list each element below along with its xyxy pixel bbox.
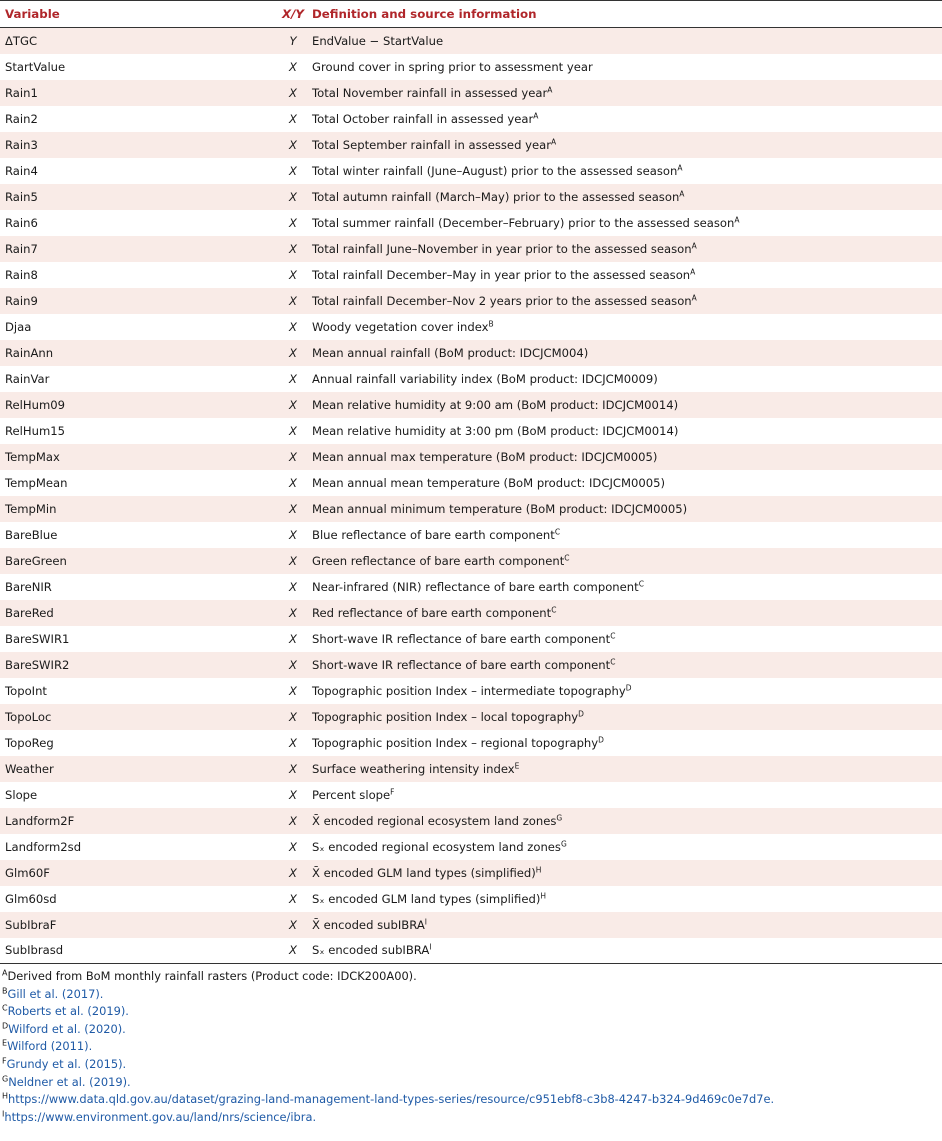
footnote-symbol: G: [2, 1074, 9, 1084]
footnote-marker: I: [424, 917, 427, 926]
footnote-link[interactable]: Grundy et al. (2015).: [6, 1056, 127, 1071]
table-header-row: [0, 1, 942, 28]
xy-cell: X: [289, 371, 297, 386]
footnote-symbol: H: [2, 1091, 9, 1101]
footnote-marker: A: [691, 293, 697, 302]
definition-text: Annual rainfall variability index (BoM product: IDCJCM0009): [312, 371, 658, 386]
definition-cell: [308, 574, 942, 600]
variable-cell: TempMean: [5, 475, 68, 490]
footnote-marker: A: [550, 137, 557, 146]
footnote-link[interactable]: Neldner et al. (2019).: [8, 1074, 131, 1089]
xy-cell: X: [278, 496, 308, 522]
xy-cell: X: [289, 527, 297, 542]
footnote-text: Derived from BoM monthly rainfall rasters (Product code: IDCK200A00).: [7, 969, 417, 983]
variable-cell: Rain1: [0, 80, 278, 106]
table-row: [0, 678, 942, 704]
definition-text: Surface weathering intensity index: [312, 761, 515, 776]
xy-cell: X: [278, 652, 308, 678]
variable-cell: TopoReg: [5, 735, 54, 750]
table-row: [0, 860, 942, 886]
definition-text: X̄ encoded GLM land types (simplified): [312, 865, 536, 880]
variable-cell: Rain9: [0, 288, 278, 314]
variable-cell: BareGreen: [0, 548, 278, 574]
variable-cell: TopoLoc: [0, 704, 278, 730]
footnote-marker: C: [551, 605, 557, 614]
definition-cell: [308, 470, 942, 496]
footnote-link[interactable]: https://www.environment.gov.au/land/nrs/science/ibra.: [4, 1109, 317, 1124]
definition-cell: [308, 236, 942, 262]
xy-cell: X: [278, 392, 308, 418]
definition-text: Topographic position Index – intermediate topography: [312, 683, 626, 698]
table-row: [0, 834, 942, 860]
table-row: [0, 600, 942, 626]
variable-cell: BareBlue: [5, 527, 58, 542]
definition-text: Total November rainfall in assessed year: [312, 85, 548, 100]
xy-cell: X: [278, 704, 308, 730]
definition-cell: [308, 418, 942, 444]
definition-cell: [308, 158, 942, 184]
footnote-symbol: B: [2, 986, 8, 996]
xy-cell: X: [278, 184, 308, 210]
table-row: [0, 938, 942, 964]
footnote-marker: I: [429, 942, 432, 952]
footnote-symbol: A: [2, 968, 8, 978]
variable-cell: Rain7: [0, 236, 278, 262]
xy-cell: X: [278, 288, 308, 314]
definition-cell: [308, 808, 942, 834]
footnote-marker: A: [679, 189, 685, 198]
definition-cell: [308, 262, 942, 288]
definition-cell: [308, 522, 942, 548]
table-row: [0, 808, 942, 834]
table-row: [0, 80, 942, 106]
definition-text: Total rainfall December–Nov 2 years prior to the assessed season: [312, 293, 692, 308]
xy-cell: X: [278, 600, 308, 626]
xy-cell: X: [289, 631, 297, 646]
definition-text: Total rainfall June–November in year prior to the assessed season: [312, 241, 692, 256]
footnote-marker: C: [610, 657, 616, 666]
footnote-marker: A: [734, 215, 740, 224]
table-row: [0, 704, 942, 730]
variable-cell: Glm60sd: [5, 891, 57, 906]
table-row: [0, 158, 942, 184]
footnote-marker: C: [564, 553, 570, 562]
definition-text: Total winter rainfall (June–August) prior to the assessed season: [312, 163, 678, 178]
footnote-marker: F: [390, 787, 395, 796]
xy-cell: X: [289, 215, 297, 230]
table-row: [0, 340, 942, 366]
variable-cell: Rain5: [0, 184, 278, 210]
variable-cell: Landform2sd: [5, 839, 82, 854]
definition-cell: [308, 184, 942, 210]
footnote-symbol: C: [2, 1003, 8, 1013]
xy-cell: X: [278, 548, 308, 574]
definition-text: Mean relative humidity at 3:00 pm (BoM product: IDCJCM0014): [312, 423, 679, 438]
xy-cell: X: [278, 236, 308, 262]
definition-cell: [308, 860, 942, 886]
table-row: [0, 210, 942, 236]
xy-cell: X: [289, 787, 297, 802]
xy-cell: X: [289, 735, 297, 750]
xy-cell: X: [289, 423, 297, 438]
table-row: [0, 548, 942, 574]
table-row: [0, 496, 942, 522]
table-row: [0, 522, 942, 548]
variable-cell: Rain2: [5, 111, 38, 126]
definition-text: Sₓ encoded GLM land types (simplified): [312, 891, 541, 906]
footnote-marker: D: [578, 709, 584, 718]
footnote-marker: H: [540, 891, 546, 900]
xy-cell: X: [278, 808, 308, 834]
header-xy: X/Y: [278, 1, 308, 28]
footnote-marker: A: [691, 241, 697, 250]
definition-text: Blue reflectance of bare earth component: [312, 527, 555, 542]
footnote-marker: A: [690, 267, 696, 276]
variable-cell: BareSWIR2: [0, 652, 278, 678]
definition-cell: [308, 444, 942, 470]
definition-text: Mean annual minimum temperature (BoM product: IDCJCM0005): [312, 501, 688, 516]
footnote-marker: C: [610, 631, 616, 640]
footnote-marker: H: [535, 865, 542, 874]
definition-text: Short-wave IR reflectance of bare earth component: [312, 631, 611, 646]
xy-cell: X: [289, 891, 297, 906]
footnote-item[interactable]: [2, 1056, 942, 1074]
definition-text: Woody vegetation cover index: [312, 319, 489, 334]
variable-cell: TempMax: [0, 444, 278, 470]
variable-cell: Landform2F: [0, 808, 278, 834]
table-row: [0, 652, 942, 678]
definition-cell: [308, 938, 942, 964]
table-row: [0, 28, 942, 54]
variable-cell: RainVar: [5, 371, 50, 386]
xy-cell: X: [278, 80, 308, 106]
xy-cell: X: [278, 132, 308, 158]
variable-cell: BareNIR: [5, 579, 52, 594]
definition-cell: [308, 132, 942, 158]
xy-cell: X: [289, 59, 297, 74]
xy-cell: X: [278, 756, 308, 782]
definition-text: Green reflectance of bare earth component: [312, 553, 565, 568]
footnote-symbol: E: [2, 1038, 8, 1048]
variable-cell: Slope: [5, 787, 38, 802]
table-row: [0, 132, 942, 158]
definition-text: X̄ encoded subIBRA: [312, 917, 425, 932]
footnote-link[interactable]: Gill et al. (2017).: [7, 986, 104, 1001]
definition-text: Total September rainfall in assessed year: [312, 137, 551, 152]
variable-cell: StartValue: [5, 59, 66, 74]
footnote-item: [2, 968, 942, 986]
definition-text: Total October rainfall in assessed year: [312, 111, 534, 126]
xy-cell: X: [289, 319, 297, 334]
footnote-item[interactable]: [2, 1003, 942, 1021]
variable-cell: Djaa: [5, 319, 32, 334]
xy-cell: X: [278, 912, 308, 938]
definition-cell: [308, 886, 942, 912]
footnote-marker: C: [554, 527, 561, 536]
footnote-marker: G: [560, 839, 567, 848]
definition-cell: [308, 392, 942, 418]
variable-cell: TempMin: [0, 496, 278, 522]
table-row: [0, 626, 942, 652]
definition-cell: [308, 912, 942, 938]
variable-cell: RelHum15: [5, 423, 66, 438]
variable-cell: Rain8: [5, 267, 38, 282]
table-row: [0, 262, 942, 288]
footnote-item[interactable]: [2, 1038, 942, 1056]
definition-cell: [308, 548, 942, 574]
variable-cell: SubIbraF: [0, 912, 278, 938]
definition-text: Total autumn rainfall (March–May) prior to the assessed season: [312, 189, 680, 204]
xy-cell: X: [289, 839, 297, 854]
definition-cell: [308, 704, 942, 730]
definition-text: Mean relative humidity at 9:00 am (BoM product: IDCJCM0014): [312, 397, 679, 412]
table-row: [0, 886, 942, 912]
variable-cell: TopoInt: [5, 683, 47, 698]
footnote-link[interactable]: https://www.data.qld.gov.au/dataset/grazing-land-management-land-types-series/resource/c951ebf8-c3b8-4247-b324-9d469c0e7d7e.: [8, 1092, 775, 1107]
variable-cell: BareRed: [0, 600, 278, 626]
definition-text: Sₓ encoded regional ecosystem land zones: [312, 839, 561, 854]
footnote-item[interactable]: [2, 1091, 942, 1109]
variable-cell: Weather: [0, 756, 278, 782]
definition-text: Total summer rainfall (December–February) prior to the assessed season: [312, 215, 735, 230]
table-row: [0, 470, 942, 496]
xy-cell: X: [278, 444, 308, 470]
footnote-marker: C: [638, 579, 644, 588]
variable-cell: ΔTGC: [0, 28, 278, 54]
footnotes: [0, 964, 942, 1126]
definition-cell: [308, 834, 942, 860]
definition-text: Sₓ encoded subIBRA: [312, 943, 430, 958]
definition-text: EndValue − StartValue: [312, 33, 444, 48]
variable-cell: BareSWIR1: [5, 631, 70, 646]
definition-cell: [308, 496, 942, 522]
variable-cell: RainAnn: [0, 340, 278, 366]
header-variable: Variable: [0, 1, 278, 28]
table-row: [0, 782, 942, 808]
definition-text: Total rainfall December–May in year prior to the assessed season: [312, 267, 691, 282]
table-row: [0, 912, 942, 938]
footnote-link[interactable]: Wilford et al. (2020).: [8, 1021, 126, 1036]
table-row: [0, 574, 942, 600]
definition-text: X̄ encoded regional ecosystem land zones: [312, 813, 557, 828]
footnote-link[interactable]: Roberts et al. (2019).: [7, 1004, 129, 1019]
definition-cell: [308, 314, 942, 340]
xy-cell: X: [289, 475, 297, 490]
definition-text: Topographic position Index – regional topography: [312, 735, 599, 750]
definition-cell: [308, 210, 942, 236]
footnote-marker: B: [488, 319, 494, 328]
footnote-item[interactable]: [2, 986, 942, 1004]
definition-text: Mean annual mean temperature (BoM product: IDCJCM0005): [312, 475, 665, 490]
variable-cell: RelHum09: [0, 392, 278, 418]
definition-cell: [308, 54, 942, 80]
definition-text: Near-infrared (NIR) reflectance of bare earth component: [312, 579, 639, 594]
table-row: [0, 756, 942, 782]
xy-cell: X: [289, 267, 297, 282]
footnote-marker: G: [556, 813, 563, 822]
definition-cell: [308, 626, 942, 652]
definition-text: Mean annual max temperature (BoM product: IDCJCM0005): [312, 449, 658, 464]
footnote-marker: A: [547, 85, 553, 94]
definition-cell: [308, 288, 942, 314]
table-row: [0, 184, 942, 210]
variable-cell: Rain6: [5, 215, 38, 230]
definition-cell: [308, 28, 942, 54]
footnote-marker: E: [514, 761, 520, 770]
xy-cell: X: [278, 340, 308, 366]
xy-cell: X: [278, 860, 308, 886]
footnote-marker: D: [598, 735, 604, 744]
table-row: [0, 392, 942, 418]
table-row: [0, 314, 942, 340]
table-row: [0, 236, 942, 262]
definition-text: Topographic position Index – local topography: [312, 709, 579, 724]
definition-text: Red reflectance of bare earth component: [312, 605, 552, 620]
xy-cell: X: [289, 579, 297, 594]
footnote-symbol: F: [2, 1056, 7, 1066]
footnote-link[interactable]: Wilford (2011).: [7, 1039, 93, 1054]
footnote-item[interactable]: [2, 1021, 942, 1039]
table-row: [0, 54, 942, 80]
definition-cell: [308, 600, 942, 626]
footnote-marker: D: [625, 683, 632, 692]
definition-cell: [308, 106, 942, 132]
table-row: [0, 366, 942, 392]
definition-cell: [308, 678, 942, 704]
table-row: [0, 106, 942, 132]
definition-cell: [308, 80, 942, 106]
variable-cell: Rain3: [0, 132, 278, 158]
definition-text: Short-wave IR reflectance of bare earth component: [312, 657, 611, 672]
xy-cell: X: [278, 938, 308, 964]
xy-cell: X: [289, 683, 297, 698]
definition-cell: [308, 756, 942, 782]
definition-cell: [308, 340, 942, 366]
header-definition: Definition and source information: [308, 1, 942, 28]
variable-cell: Glm60F: [0, 860, 278, 886]
footnote-item[interactable]: [2, 1109, 942, 1127]
table-row: [0, 730, 942, 756]
footnote-marker: A: [677, 163, 683, 172]
definition-text: Percent slope: [312, 787, 391, 802]
definition-cell: [308, 652, 942, 678]
footnote-symbol: D: [2, 1021, 9, 1031]
footnote-marker: A: [533, 111, 539, 120]
table-row: [0, 288, 942, 314]
definition-cell: [308, 366, 942, 392]
definition-cell: [308, 782, 942, 808]
variable-cell: SubIbrasd: [0, 938, 278, 964]
table-row: [0, 444, 942, 470]
xy-cell: X: [289, 163, 297, 178]
xy-cell: Y: [278, 28, 308, 54]
definition-text: Ground cover in spring prior to assessment year: [312, 59, 593, 74]
footnote-symbol: I: [2, 1109, 5, 1119]
footnote-item[interactable]: [2, 1074, 942, 1092]
definition-text: Mean annual rainfall (BoM product: IDCJCM004): [312, 345, 589, 360]
definition-cell: [308, 730, 942, 756]
table-row: [0, 418, 942, 444]
variable-cell: Rain4: [5, 163, 38, 178]
xy-cell: X: [289, 111, 297, 126]
